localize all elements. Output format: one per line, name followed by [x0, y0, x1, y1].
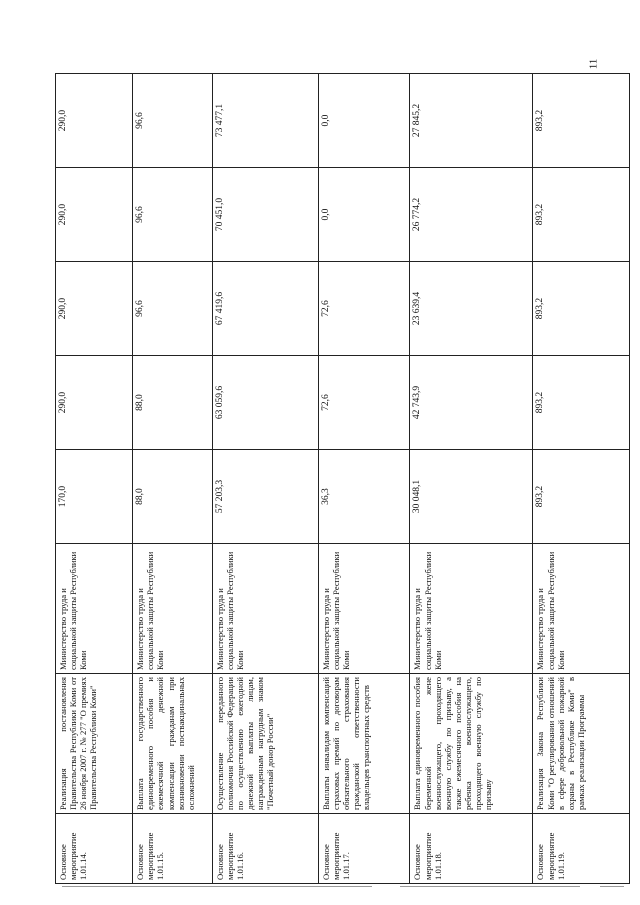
funding-value-cell: 893,2 — [533, 356, 630, 450]
funding-value-cell: 73 477,1 — [212, 74, 318, 168]
funding-value-cell: 893,2 — [533, 450, 630, 544]
table-row — [533, 74, 630, 884]
funding-value-cell: 30 048,1 — [410, 450, 533, 544]
activity-code-cell: Основное мероприятие 1.01.17. — [318, 814, 410, 884]
funding-value-cell: 0,0 — [318, 168, 410, 262]
funding-value-cell: 70 451,0 — [212, 168, 318, 262]
activity-description-cell: Осуществление переданного полномочия Российской Федерации по осуществлению ежегодной денежной выплаты лицам, награжденным нагрудным знаком "Почетный донор России" — [212, 674, 318, 814]
activity-description-cell: Выплаты инвалидам компенсаций страховых премий по договорам обязательного страхования гражданской ответственности владельцев транспортных средств — [318, 674, 410, 814]
table-body — [56, 74, 630, 884]
funding-value-cell: 290,0 — [56, 168, 133, 262]
rotated-table-wrapper — [55, 74, 630, 884]
funding-value-cell: 96,6 — [133, 262, 212, 356]
funding-value-cell: 893,2 — [533, 74, 630, 168]
responsible-executor-cell: Министерство труда и социальной защиты Республики Коми — [212, 544, 318, 674]
funding-value-cell: 36,3 — [318, 450, 410, 544]
funding-value-cell: 27 845,2 — [410, 74, 533, 168]
activity-code-cell: Основное мероприятие 1.01.18. — [410, 814, 533, 884]
activity-code-cell: Основное мероприятие 1.01.14. — [56, 814, 133, 884]
table-row — [318, 74, 410, 884]
funding-value-cell: 57 203,3 — [212, 450, 318, 544]
funding-value-cell: 170,0 — [56, 450, 133, 544]
funding-value-cell: 290,0 — [56, 74, 133, 168]
funding-value-cell: 42 743,9 — [410, 356, 533, 450]
funding-value-cell: 0,0 — [318, 74, 410, 168]
funding-value-cell: 23 639,4 — [410, 262, 533, 356]
scan-artifact-line — [400, 886, 580, 887]
funding-value-cell: 26 774,2 — [410, 168, 533, 262]
responsible-executor-cell: Министерство труда и социальной защиты Республики Коми — [318, 544, 410, 674]
funding-value-cell: 63 059,6 — [212, 356, 318, 450]
activity-code-cell: Основное мероприятие 1.01.19. — [533, 814, 630, 884]
funding-value-cell: 67 419,6 — [212, 262, 318, 356]
responsible-executor-cell: Министерство труда и социальной защиты Республики Коми — [133, 544, 212, 674]
program-activities-table — [55, 73, 630, 884]
responsible-executor-cell: Министерство труда и социальной защиты Республики Коми — [410, 544, 533, 674]
responsible-executor-cell: Министерство труда и социальной защиты Республики Коми — [533, 544, 630, 674]
activity-description-cell: Выплата государственного единовременного пособия и ежемесячной денежной компенсации гражданам при возникновении поствакцинальных осложнений — [133, 674, 212, 814]
funding-value-cell: 96,6 — [133, 168, 212, 262]
activity-description-cell: Реализация постановления Правительства Республики Коми от 26 ноября 2007 г. № 277 "О премиях Правительства Республики Коми" — [56, 674, 133, 814]
activity-description-cell: Выплата единовременного пособия беременной жене военнослужащего, проходящего военную службу по призыву, а также ежемесячного пособия на ребенка военнослужащего, проходящего военную службу по призыву — [410, 674, 533, 814]
funding-value-cell: 88,0 — [133, 450, 212, 544]
page-number: 11 — [587, 58, 600, 70]
funding-value-cell: 72,6 — [318, 262, 410, 356]
scan-artifact-line — [600, 886, 624, 887]
scan-artifact-line — [62, 886, 372, 887]
table-row — [410, 74, 533, 884]
activity-code-cell: Основное мероприятие 1.01.15. — [133, 814, 212, 884]
activity-code-cell: Основное мероприятие 1.01.16. — [212, 814, 318, 884]
funding-value-cell: 290,0 — [56, 356, 133, 450]
funding-value-cell: 96,6 — [133, 74, 212, 168]
funding-value-cell: 893,2 — [533, 168, 630, 262]
responsible-executor-cell: Министерство труда и социальной защиты Республики Коми — [56, 544, 133, 674]
table-row — [133, 74, 212, 884]
table-row — [56, 74, 133, 884]
funding-value-cell: 893,2 — [533, 262, 630, 356]
activity-description-cell: Реализация Закона Республики Коми "О регулировании отношений в сфере добровольной пожарной охраны в Республике Коми" в рамках реализации Программы — [533, 674, 630, 814]
funding-value-cell: 72,6 — [318, 356, 410, 450]
funding-value-cell: 290,0 — [56, 262, 133, 356]
funding-value-cell: 88,0 — [133, 356, 212, 450]
table-row — [212, 74, 318, 884]
